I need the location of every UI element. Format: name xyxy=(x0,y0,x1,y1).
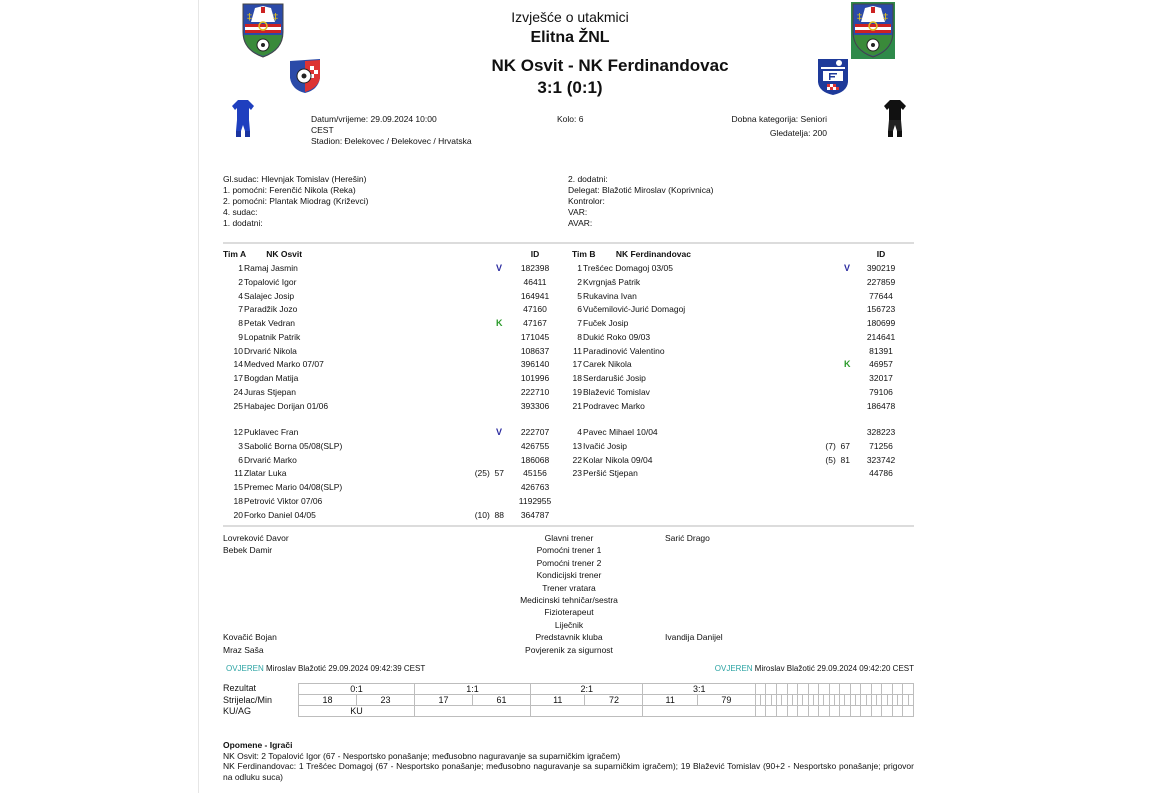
player-name: Forko Daniel 04/05 xyxy=(244,509,316,520)
grid-row-result xyxy=(299,684,914,695)
verified-status: OVJEREN xyxy=(714,664,753,673)
cautions-title: Opomene - Igrači xyxy=(223,740,293,750)
grid-result-cell xyxy=(829,684,840,695)
player-name: Salajec Josip xyxy=(244,290,295,301)
grid-kuag-cell xyxy=(643,706,755,717)
report-title: Izvješće o utakmici xyxy=(511,9,629,25)
player-row xyxy=(562,331,650,345)
player-id: 426763 xyxy=(520,482,550,492)
grid-kuag-cell xyxy=(819,706,830,717)
svg-text:‡: ‡ xyxy=(247,12,252,23)
grid-result-cell xyxy=(777,684,788,695)
player-number: 8 xyxy=(238,318,243,328)
player-id: 323742 xyxy=(866,454,896,465)
player-row xyxy=(223,331,300,345)
player-id: 1192955 xyxy=(518,495,552,506)
player-row xyxy=(562,345,665,359)
grid-result-cell xyxy=(903,684,914,695)
player-name: Kvrgnjaš Patrik xyxy=(583,276,641,287)
staff-role-label: Glavni trener xyxy=(544,533,594,543)
player-name: Kolar Nikola 09/04 xyxy=(583,454,653,465)
player-row xyxy=(562,440,627,454)
official-line: Gl.sudac: Hlevnjak Tomislav (Herešin) xyxy=(223,174,367,184)
team-a-staff-member: Lovreković Davor xyxy=(223,533,289,543)
player-name: Sabolić Borna 05/08(SLP) xyxy=(244,440,343,451)
player-id: 364787 xyxy=(520,509,550,520)
player-number: 15 xyxy=(233,482,243,492)
player-name: Drvarić Nikola xyxy=(244,345,297,356)
grid-result-cell xyxy=(840,684,851,695)
player-name: Vučemilović-Jurić Domagoj xyxy=(583,304,686,315)
player-row xyxy=(562,276,640,290)
grid-kuag-cell xyxy=(829,706,840,717)
player-name: Petak Vedran xyxy=(244,318,296,328)
team-b-name: NK Ferdinandovac xyxy=(615,249,691,259)
player-number: 1 xyxy=(577,263,582,273)
grid-result-cell xyxy=(892,684,903,695)
official-line: 1. pomoćni: Ferenčić Nikola (Reka) xyxy=(223,185,356,195)
player-row xyxy=(223,262,298,276)
player-number: 17 xyxy=(572,359,582,370)
player-number: 5 xyxy=(577,290,582,301)
player-row xyxy=(223,509,316,523)
official-line: 2. dodatni: xyxy=(568,174,608,184)
grid-kuag-cell xyxy=(787,706,798,717)
goalkeeper-badge: V xyxy=(496,427,503,437)
grid-kuag-cell xyxy=(871,706,882,717)
player-row xyxy=(562,426,658,440)
grid-scorer-number-cell: 11 xyxy=(643,695,697,706)
team-a-verification xyxy=(226,664,425,673)
match-datetime xyxy=(311,114,472,147)
player-number: 1 xyxy=(238,263,243,273)
grid-result-cell: 1:1 xyxy=(415,684,531,695)
round: Kolo: 6 xyxy=(557,114,584,124)
player-row xyxy=(223,372,298,386)
player-number: 3 xyxy=(238,440,243,451)
verified-text: Miroslav Blažotić 29.09.2024 09:42:20 CEST xyxy=(754,664,914,673)
player-number: 23 xyxy=(572,468,582,479)
officials-left xyxy=(223,174,369,229)
player-number: 18 xyxy=(233,495,243,506)
captain-badge: K xyxy=(844,359,851,370)
player-name: Podravec Marko xyxy=(583,400,645,411)
player-number: 4 xyxy=(577,427,582,437)
team-a-id-header: ID xyxy=(530,249,540,259)
player-id: 186478 xyxy=(866,400,896,411)
player-number: 10 xyxy=(233,345,243,356)
player-name: Serdarušić Josip xyxy=(583,373,646,383)
svg-text:‡: ‡ xyxy=(857,12,862,23)
staff-role-label: Pomoćni trener 1 xyxy=(536,545,602,556)
player-id: 45156 xyxy=(523,468,547,479)
official-line: Kontrolor: xyxy=(568,196,605,206)
verified-status: OVJEREN xyxy=(226,664,264,673)
player-id: 390219 xyxy=(866,263,896,273)
player-number: 18 xyxy=(572,373,582,383)
age-category: Dobna kategorija: Seniori xyxy=(731,114,827,124)
player-name: Puklavec Fran xyxy=(244,427,299,437)
grid-result-cell: 2:1 xyxy=(531,684,643,695)
match-score: 3:1 (0:1) xyxy=(537,78,603,97)
player-row xyxy=(562,358,632,372)
page-edge xyxy=(198,0,199,793)
grid-result-cell xyxy=(819,684,830,695)
player-name: Medved Marko 07/07 xyxy=(244,359,324,370)
grid-kuag-cell xyxy=(808,706,819,717)
player-row xyxy=(223,290,294,304)
stadium: Stadion: Đelekovec / Đelekovec / Hrvatska xyxy=(311,136,472,146)
team-b-verification xyxy=(620,664,914,673)
player-name: Peršić Stjepan xyxy=(583,468,638,479)
grid-kuag-cell xyxy=(892,706,903,717)
grid-scorer-minute-cell: 79 xyxy=(697,695,755,706)
grid-kuag-cell xyxy=(903,706,914,717)
player-row xyxy=(223,386,296,400)
league-name: Elitna ŽNL xyxy=(530,29,610,46)
official-line: 1. dodatni: xyxy=(223,218,263,228)
player-name: Topalović Igor xyxy=(244,276,297,287)
player-row xyxy=(223,426,298,440)
grid-kuag-cell xyxy=(531,706,643,717)
player-id: 426755 xyxy=(520,440,550,451)
player-row xyxy=(562,386,650,400)
goal-minutes: (5) 81 xyxy=(825,454,850,465)
goals-grid xyxy=(298,683,914,717)
official-line: 2. pomoćni: Plantak Miodrag (Križevci) xyxy=(223,196,369,206)
team-b-id-header: ID xyxy=(876,249,886,259)
player-row xyxy=(562,317,628,331)
black-kit-icon xyxy=(884,100,906,137)
grid-kuag-cell xyxy=(415,706,531,717)
player-row xyxy=(223,440,342,454)
grid-row-scorer xyxy=(299,695,914,706)
player-number: 2 xyxy=(238,276,243,287)
player-number: 13 xyxy=(572,440,582,451)
grid-result-cell xyxy=(882,684,893,695)
player-row xyxy=(223,317,295,331)
player-number: 20 xyxy=(233,509,243,520)
caution-line: NK Osvit: 2 Topalović Igor (67 - Nesportsko ponašanje; međusobno naguravanje sa suparničkim igračem) xyxy=(223,750,621,761)
staff-role-label: Fizioterapeut xyxy=(544,607,594,618)
player-id: 44786 xyxy=(869,468,893,479)
nk-ferdinandovac-crest-icon xyxy=(817,58,849,96)
team-b-staff-member: Ivandija Danijel xyxy=(665,632,723,643)
player-row xyxy=(223,495,322,509)
player-number: 11 xyxy=(234,468,243,479)
row-label-result: Rezultat xyxy=(223,683,257,693)
goal-minutes: (7) 67 xyxy=(825,440,850,451)
team-a-header xyxy=(223,248,302,262)
county-coat-of-arms-icon xyxy=(241,2,285,58)
attendance: Gledatelja: 200 xyxy=(769,128,827,138)
grid-kuag-cell xyxy=(766,706,777,717)
divider xyxy=(223,242,914,244)
player-name: Premec Mario 04/08(SLP) xyxy=(244,482,343,492)
player-id: 222710 xyxy=(520,386,550,397)
grid-kuag-cell: KU xyxy=(299,706,415,717)
player-number: 19 xyxy=(572,386,582,397)
team-b-label: Tim B xyxy=(572,249,596,259)
official-line: VAR: xyxy=(568,207,588,217)
grid-result-cell xyxy=(787,684,798,695)
player-row xyxy=(223,345,297,359)
team-a-name: NK Osvit xyxy=(266,249,303,259)
grid-kuag-cell xyxy=(777,706,788,717)
player-id: 222707 xyxy=(520,427,550,437)
grid-scorer-number-cell: 11 xyxy=(531,695,585,706)
player-number: 17 xyxy=(233,373,243,383)
grid-row-kuag xyxy=(299,706,914,717)
row-label-scorer: Strijelac/Min xyxy=(223,694,273,705)
county-coat-of-arms-icon xyxy=(851,2,895,59)
player-name: Rukavina Ivan xyxy=(583,290,637,301)
player-number: 11 xyxy=(573,345,582,356)
grid-scorer-number-cell: 18 xyxy=(299,695,357,706)
player-id: 77644 xyxy=(869,290,893,301)
player-id: 101996 xyxy=(520,373,550,383)
staff-role-label: Povjerenik za sigurnost xyxy=(525,644,613,655)
player-row xyxy=(562,262,673,276)
player-number: 14 xyxy=(233,359,243,370)
player-name: Drvarić Marko xyxy=(244,454,297,465)
player-row xyxy=(562,372,646,386)
player-number: 4 xyxy=(238,290,243,301)
match-title: NK Osvit - NK Ferdinandovac xyxy=(491,56,729,75)
player-id: 32017 xyxy=(869,373,893,383)
player-id: 164941 xyxy=(520,290,550,301)
goalkeeper-badge: V xyxy=(844,263,851,273)
player-number: 7 xyxy=(238,304,243,315)
player-number: 8 xyxy=(577,331,582,342)
player-number: 6 xyxy=(238,454,243,465)
grid-result-cell xyxy=(861,684,872,695)
player-row xyxy=(223,467,287,481)
player-number: 22 xyxy=(572,454,582,465)
player-row xyxy=(562,290,637,304)
grid-result-cell xyxy=(850,684,861,695)
official-line: Delegat: Blažotić Miroslav (Koprivnica) xyxy=(568,185,714,195)
player-row xyxy=(562,400,645,414)
player-row xyxy=(223,481,342,495)
grid-result-cell xyxy=(871,684,882,695)
grid-kuag-cell xyxy=(850,706,861,717)
player-id: 81391 xyxy=(869,345,893,356)
row-label-kuag: KU/AG xyxy=(223,706,252,716)
player-name: Ramaj Jasmin xyxy=(244,263,298,273)
goals-grid-labels xyxy=(223,683,272,718)
captain-badge: K xyxy=(496,318,503,328)
grid-result-cell xyxy=(808,684,819,695)
grid-result-cell xyxy=(755,684,766,695)
grid-scorer-minute-cell: 61 xyxy=(473,695,531,706)
datetime-line: Datum/vrijeme: 29.09.2024 10:00 xyxy=(311,114,437,124)
player-name: Trešćec Domagoj 03/05 xyxy=(583,263,673,273)
grid-result-cell: 3:1 xyxy=(643,684,755,695)
grid-kuag-cell xyxy=(755,706,766,717)
grid-kuag-cell xyxy=(798,706,809,717)
grid-kuag-cell xyxy=(861,706,872,717)
player-id: 108637 xyxy=(520,345,550,356)
grid-kuag-cell xyxy=(882,706,893,717)
player-name: Blažević Tomislav xyxy=(583,386,650,397)
player-number: 2 xyxy=(577,276,582,287)
grid-scorer-minute-cell: 72 xyxy=(585,695,643,706)
team-a-label: Tim A xyxy=(223,249,246,259)
official-line: AVAR: xyxy=(568,218,593,228)
officials-right xyxy=(568,174,714,229)
player-name: Bogdan Matija xyxy=(244,373,299,383)
player-row xyxy=(223,454,297,468)
player-name: Paradinović Valentino xyxy=(583,345,665,356)
player-id: 186068 xyxy=(520,454,550,465)
player-name: Paradžik Jozo xyxy=(244,304,298,315)
player-id: 227859 xyxy=(866,276,896,287)
staff-role-label: Kondicijski trener xyxy=(536,570,602,581)
player-number: 6 xyxy=(577,304,582,315)
player-name: Zlatar Luka xyxy=(244,468,287,479)
player-number: 24 xyxy=(233,386,243,397)
staff-role-label: Medicinski tehničar/sestra xyxy=(520,595,618,605)
player-name: Petrović Viktor 07/06 xyxy=(244,495,323,506)
goal-minutes: (10) 88 xyxy=(474,509,504,520)
player-name: Carek Nikola xyxy=(583,359,632,370)
team-b-staff-member: Sarić Drago xyxy=(665,533,710,543)
nk-osvit-crest-icon xyxy=(288,58,322,94)
player-id: 328223 xyxy=(866,427,896,437)
goalkeeper-badge: V xyxy=(496,263,503,273)
player-id: 214641 xyxy=(866,331,896,342)
player-id: 180699 xyxy=(866,318,896,328)
player-name: Ivačić Josip xyxy=(583,440,627,451)
player-number: 7 xyxy=(577,318,582,328)
player-name: Habajec Dorijan 01/06 xyxy=(244,400,329,411)
player-name: Lopatnik Patrik xyxy=(244,331,301,342)
staff-role-label: Pomoćni trener 2 xyxy=(536,557,602,568)
staff-role-label: Liječnik xyxy=(554,619,584,630)
player-number: 12 xyxy=(233,427,243,437)
grid-result-cell xyxy=(766,684,777,695)
player-name: Juras Stjepan xyxy=(244,386,296,397)
staff-role-label: Predstavnik kluba xyxy=(535,632,603,643)
player-name: Fuček Josip xyxy=(583,318,629,328)
player-id: 46957 xyxy=(869,359,893,370)
grid-kuag-cell xyxy=(840,706,851,717)
grid-result-cell: 0:1 xyxy=(299,684,415,695)
player-id: 79106 xyxy=(869,386,893,397)
team-b-header xyxy=(572,248,691,262)
blue-kit-icon xyxy=(232,100,254,137)
player-row xyxy=(223,358,324,372)
player-row xyxy=(223,303,297,317)
player-row xyxy=(223,400,328,414)
player-id: 182398 xyxy=(520,263,550,273)
datetime-tz: CEST xyxy=(311,125,334,135)
svg-text:‡: ‡ xyxy=(273,12,278,23)
grid-scorer-minute-cell xyxy=(908,695,913,706)
cautions-section xyxy=(223,740,914,782)
player-id: 47167 xyxy=(523,318,547,328)
player-name: Dukić Roko 09/03 xyxy=(583,331,651,342)
player-number: 25 xyxy=(233,400,243,411)
player-row xyxy=(562,467,638,481)
player-row xyxy=(562,303,685,317)
player-id: 156723 xyxy=(866,304,896,315)
team-a-staff-member: Kovačić Bojan xyxy=(223,632,277,643)
player-number: 21 xyxy=(572,400,582,411)
official-line: 4. sudac: xyxy=(223,207,258,217)
player-number: 9 xyxy=(238,331,243,342)
goal-minutes: (25) 57 xyxy=(474,468,504,479)
team-a-staff-member: Bebek Damir xyxy=(223,545,273,556)
player-id: 396140 xyxy=(520,359,550,370)
verified-text: Miroslav Blažotić 29.09.2024 09:42:39 CEST xyxy=(266,664,426,673)
player-id: 171045 xyxy=(520,331,550,342)
player-row xyxy=(562,454,652,468)
player-id: 71256 xyxy=(869,440,893,451)
team-a-staff-member: Mraz Saša xyxy=(223,644,264,655)
grid-result-cell xyxy=(798,684,809,695)
caution-line: NK Ferdinandovac: 1 Trešćec Domagoj (67 - Nesportsko ponašanje; međusobno naguravanje sa suparničkim igračem); 19 Blažević Tomislav (90+2 - Nesportsko ponašanje; prigovor na odluku suca) xyxy=(223,761,914,782)
player-id: 393306 xyxy=(520,400,550,411)
grid-scorer-number-cell: 17 xyxy=(415,695,473,706)
staff-role-label: Trener vratara xyxy=(542,582,596,593)
player-name: Pavec Mihael 10/04 xyxy=(583,427,658,437)
grid-scorer-minute-cell: 23 xyxy=(357,695,415,706)
player-id: 47160 xyxy=(523,304,547,315)
player-id: 46411 xyxy=(523,276,547,287)
player-row xyxy=(223,276,296,290)
divider xyxy=(223,525,914,527)
svg-text:‡: ‡ xyxy=(883,12,888,23)
